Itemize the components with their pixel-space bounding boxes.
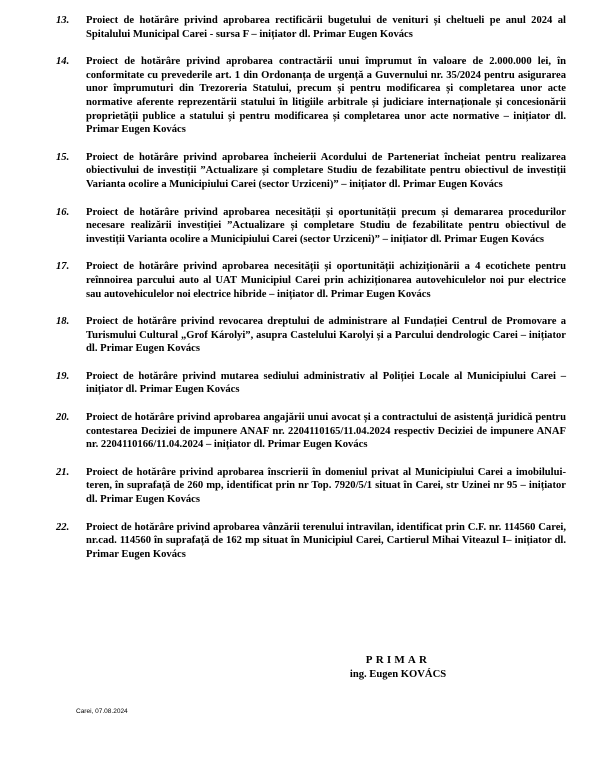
item-number: 16. <box>56 206 70 218</box>
item-number: 22. <box>56 521 70 533</box>
item-text: Proiect de hotărâre privind aprobarea rectificării bugetului de venituri și cheltueli pe anul 2024 al Spitalului Municipal Carei - sursa F – inițiator dl. Primar Eugen Kovács <box>86 15 566 40</box>
item-number: 20. <box>56 412 70 424</box>
agenda-item <box>56 370 566 397</box>
agenda-item <box>56 14 566 41</box>
agenda-item <box>56 260 566 301</box>
agenda-item <box>56 55 566 137</box>
agenda-item <box>56 206 566 247</box>
agenda-item <box>56 521 566 562</box>
item-number: 15. <box>56 151 70 163</box>
item-number: 19. <box>56 370 70 382</box>
agenda-list <box>56 14 566 575</box>
item-number: 17. <box>56 261 70 273</box>
item-text: Proiect de hotărâre privind aprobarea înscrierii în domeniul privat al Municipiului Carei a imobilului-teren, în suprafață de 260 mp, identificat prin nr Top. 7920/5/1 situat în Carei, str Uzinei nr 95 – inițiator dl. Primar Eugen Kovács <box>86 466 566 506</box>
agenda-item <box>56 411 566 452</box>
footer-date: Carei, 07.08.2024 <box>76 708 128 715</box>
item-number: 13. <box>56 15 70 26</box>
item-text: Proiect de hotărâre privind aprobarea necesității și oportunității achiziționării a 4 ecotichete pentru reînnoirea parcului auto al UAT Municipiul Carei prin achiziționarea autovehiculelor noi pur electrice sau autovehiculelor noi electrice hibride – inițiator dl. Primar Eugen Kovács <box>86 261 566 300</box>
item-text: Proiect de hotărâre privind aprobarea încheierii Acordului de Parteneriat încheiat pentru realizarea obiectivului de investiții ”Actualizare și completare Studiu de fezabilitate pentru obiectivul de investiții Varianta ocolire a Municipiului Carei (sector Urziceni)” – inițiator dl. Primar Eugen Kovács <box>86 151 566 190</box>
agenda-item <box>56 466 566 507</box>
agenda-item <box>56 151 566 192</box>
signature-title: PRIMAR <box>365 654 431 666</box>
item-text: Proiect de hotărâre privind aprobarea contractării unui împrumut în valoare de 2.000.000 lei, în conformitate cu prevederile art. 1 din Ordonanța de urgență a Guvernului nr. 35/2024 pentru asigurarea unor împrumuturi din Trezoreria Statului, precum și pentru modificarea și completarea unor acte normative aferente reprezentării statului în litigiile arbitrale și judiciare internaționale și concesionării proprietății publice a statului și pentru modificarea și completarea unor acte normative – inițiator dl. Primar Eugen Kovács <box>86 56 566 136</box>
agenda-item <box>56 315 566 356</box>
item-number: 18. <box>56 316 70 328</box>
item-number: 21. <box>56 466 70 478</box>
item-text: Proiect de hotărâre privind revocarea dreptului de administrare al Fundației Centrul de Promovare a Turismului Cultural „Grof Károlyi”, asupra Castelului Karolyi și a Parcului dendrologic Carei – inițiator dl. Primar Eugen Kovács <box>86 316 566 355</box>
item-text: Proiect de hotărâre privind aprobarea angajării unui avocat și a contractului de asistență juridică pentru contestarea Deciziei de impunere ANAF nr. 2204110165/11.04.2024 respectiv Deciziei de impunere ANAF nr. 2204110166/11.04.2024 – inițiator dl. Primar Eugen Kovács <box>86 412 566 451</box>
item-text: Proiect de hotărâre privind mutarea sediului administrativ al Poliției Locale al Municipiului Carei – inițiator dl. Primar Eugen Kovács <box>86 370 566 396</box>
item-text: Proiect de hotărâre privind aprobarea vânzării terenului intravilan, identificat prin C.F. nr. 114560 Carei, nr.cad. 114560 în suprafață de 162 mp situat în Municipiul Carei, Cartierul Mihai Viteazul I– inițiator dl. Primar Eugen Kovács <box>86 521 566 560</box>
signature-name: ing. Eugen KOVÁCS <box>349 669 447 680</box>
item-text: Proiect de hotărâre privind aprobarea necesității și oportunității precum și demararea procedurilor necesare realizării investiției ”Actualizare și completare Studiu de fezabilitate pentru obiectivul de investiții Varianta ocolire a Municipiului Carei (sector Urziceni)” – inițiator dl. Primar Eugen Kovács <box>86 206 566 245</box>
item-number: 14. <box>56 56 70 68</box>
